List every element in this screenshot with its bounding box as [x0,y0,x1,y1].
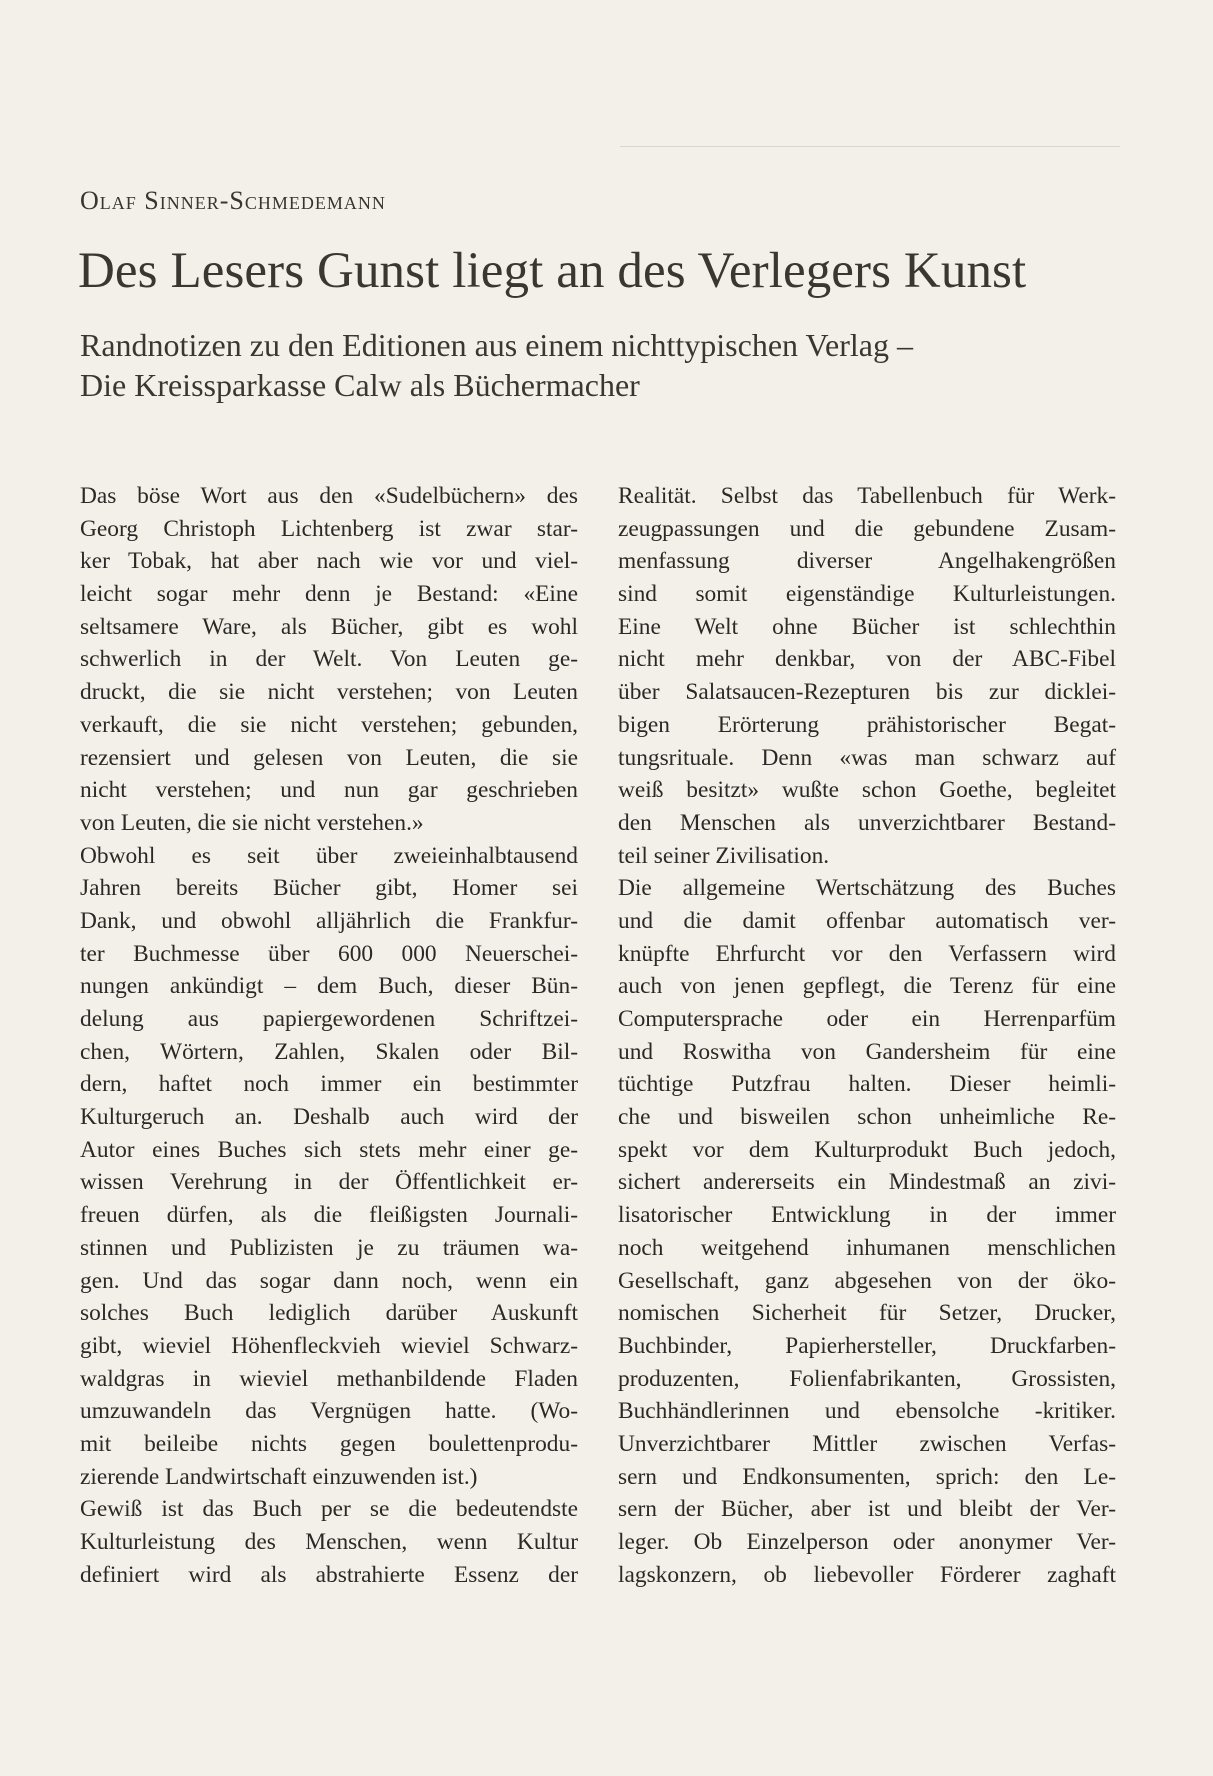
show-through-rule [620,146,1120,147]
text-line: nicht mehr denkbar, von der ABC-Fibel [618,646,1116,673]
text-line: knüpfte Ehrfurcht vor den Verfassern wird [618,940,1116,967]
text-line: sern der Bücher, aber ist und bleibt der Ver- [618,1496,1116,1523]
text-line: definiert wird als abstrahierte Essenz der [80,1561,578,1588]
text-line: mit beileibe nichts gegen boulettenprodu- [80,1430,578,1457]
text-line: Kulturgeruch an. Deshalb auch wird der [80,1104,578,1131]
text-line: che und bisweilen schon unheimliche Re- [618,1104,1116,1131]
text-line: Unverzichtbarer Mittler zwischen Verfas- [618,1430,1116,1457]
text-line: spekt vor dem Kulturprodukt Buch jedoch, [618,1136,1116,1163]
text-line: chen, Wörtern, Zahlen, Skalen oder Bil- [80,1038,578,1065]
text-line: und Roswitha von Gandersheim für eine [618,1038,1116,1065]
text-line: über Salatsaucen-Rezepturen bis zur dicklei- [618,679,1116,706]
text-line: produzenten, Folienfabrikanten, Grossisten, [618,1365,1116,1392]
text-line: leicht sogar mehr denn je Bestand: «Eine [80,581,578,608]
text-line: nicht verstehen; und nun gar geschrieben [80,777,578,804]
text-line: verkauft, die sie nicht verstehen; gebunden, [80,711,578,738]
text-column-left [80,480,578,1591]
text-line: umzuwandeln das Vergnügen hatte. (Wo- [80,1398,578,1425]
text-line: Buchhändlerinnen und ebensolche -kritiker. [618,1398,1116,1425]
text-line: rezensiert und gelesen von Leuten, die sie [80,744,578,771]
text-line: den Menschen als unverzichtbarer Bestand- [618,809,1116,836]
text-line: Jahren bereits Bücher gibt, Homer sei [80,875,578,902]
text-line: sern und Endkonsumenten, sprich: den Le- [618,1463,1116,1490]
text-line: wissen Verehrung in der Öffentlichkeit er- [80,1169,578,1196]
text-line: weiß besitzt» wußte schon Goethe, begleitet [618,777,1116,804]
text-line: Obwohl es seit über zweieinhalbtausend [80,842,578,869]
text-line: Die allgemeine Wertschätzung des Buches [618,875,1116,902]
text-line: menfassung diverser Angelhakengrößen [618,548,1116,575]
text-line: tüchtige Putzfrau halten. Dieser heimli- [618,1071,1116,1098]
text-line: gen. Und das sogar dann noch, wenn ein [80,1267,578,1294]
text-line: Dank, und obwohl alljährlich die Frankfur- [80,907,578,934]
text-line: lisatorischer Entwicklung in der immer [618,1202,1116,1229]
text-line: Buchbinder, Papierhersteller, Druckfarben- [618,1332,1116,1359]
article-title: Des Lesers Gunst liegt an des Verlegers Kunst [78,243,1027,299]
text-line: seltsamere Ware, als Bücher, gibt es wohl [80,613,578,640]
text-line: sichert andererseits ein Mindestmaß an zivi- [618,1169,1116,1196]
text-line: noch weitgehend inhumanen menschlichen [618,1234,1116,1261]
text-column-right [618,480,1116,1591]
text-line: ter Buchmesse über 600 000 Neuerschei- [80,940,578,967]
text-line: lagskonzern, ob liebevoller Förderer zaghaft [618,1561,1116,1588]
text-line: von Leuten, die sie nicht verstehen.» [80,809,424,836]
article-subtitle [80,325,913,405]
text-line: auch von jenen gepflegt, die Terenz für eine [618,973,1116,1000]
text-line: stinnen und Publizisten je zu träumen wa- [80,1234,578,1261]
text-line: freuen dürfen, als die fleißigsten Journali- [80,1202,578,1229]
text-line: Gesellschaft, ganz abgesehen von der öko- [618,1267,1116,1294]
text-line: zeugpassungen und die gebundene Zusam- [618,515,1116,542]
text-line: Eine Welt ohne Bücher ist schlechthin [618,613,1116,640]
text-line: teil seiner Zivilisation. [618,842,830,869]
text-line: Computersprache oder ein Herrenparfüm [618,1006,1116,1032]
text-line: waldgras in wieviel methanbildende Fladen [80,1365,578,1392]
text-line: nungen ankündigt – dem Buch, dieser Bün- [80,973,578,1000]
text-line: leger. Ob Einzelperson oder anonymer Ver- [618,1529,1116,1555]
text-line: Gewiß ist das Buch per se die bedeutendste [80,1496,578,1523]
text-line: Kulturleistung des Menschen, wenn Kultur [80,1529,578,1555]
subtitle-line: Randnotizen zu den Editionen aus einem nichttypischen Verlag – [80,327,913,363]
text-line: bigen Erörterung prähistorischer Begat- [618,711,1116,738]
text-line: Georg Christoph Lichtenberg ist zwar star- [80,515,578,542]
text-line: schwerlich in der Welt. Von Leuten ge- [80,646,578,673]
text-line: Autor eines Buches sich stets mehr einer ge- [80,1136,578,1163]
text-line: Realität. Selbst das Tabellenbuch für Werk- [618,483,1116,509]
text-line: gibt, wieviel Höhenfleckvieh wieviel Schwarz- [80,1332,578,1359]
author-name: Olaf Sinner-Schmedemann [80,186,386,215]
text-line: delung aus papiergewordenen Schriftzei- [80,1006,578,1032]
text-line: tungsrituale. Denn «was man schwarz auf [618,744,1116,771]
text-line: und die damit offenbar automatisch ver- [618,907,1116,934]
text-line: dern, haftet noch immer ein bestimmter [80,1071,578,1098]
text-line: sind somit eigenständige Kulturleistungen. [618,581,1116,608]
text-line: solches Buch lediglich darüber Auskunft [80,1300,578,1327]
text-line: druckt, die sie nicht verstehen; von Leuten [80,679,578,706]
subtitle-line: Die Kreissparkasse Calw als Büchermacher [80,367,640,403]
text-line: nomischen Sicherheit für Setzer, Drucker, [618,1300,1116,1327]
text-line: Das böse Wort aus den «Sudelbüchern» des [80,483,578,509]
text-line: zierende Landwirtschaft einzuwenden ist.) [80,1463,478,1490]
text-line: ker Tobak, hat aber nach wie vor und viel- [80,548,578,575]
